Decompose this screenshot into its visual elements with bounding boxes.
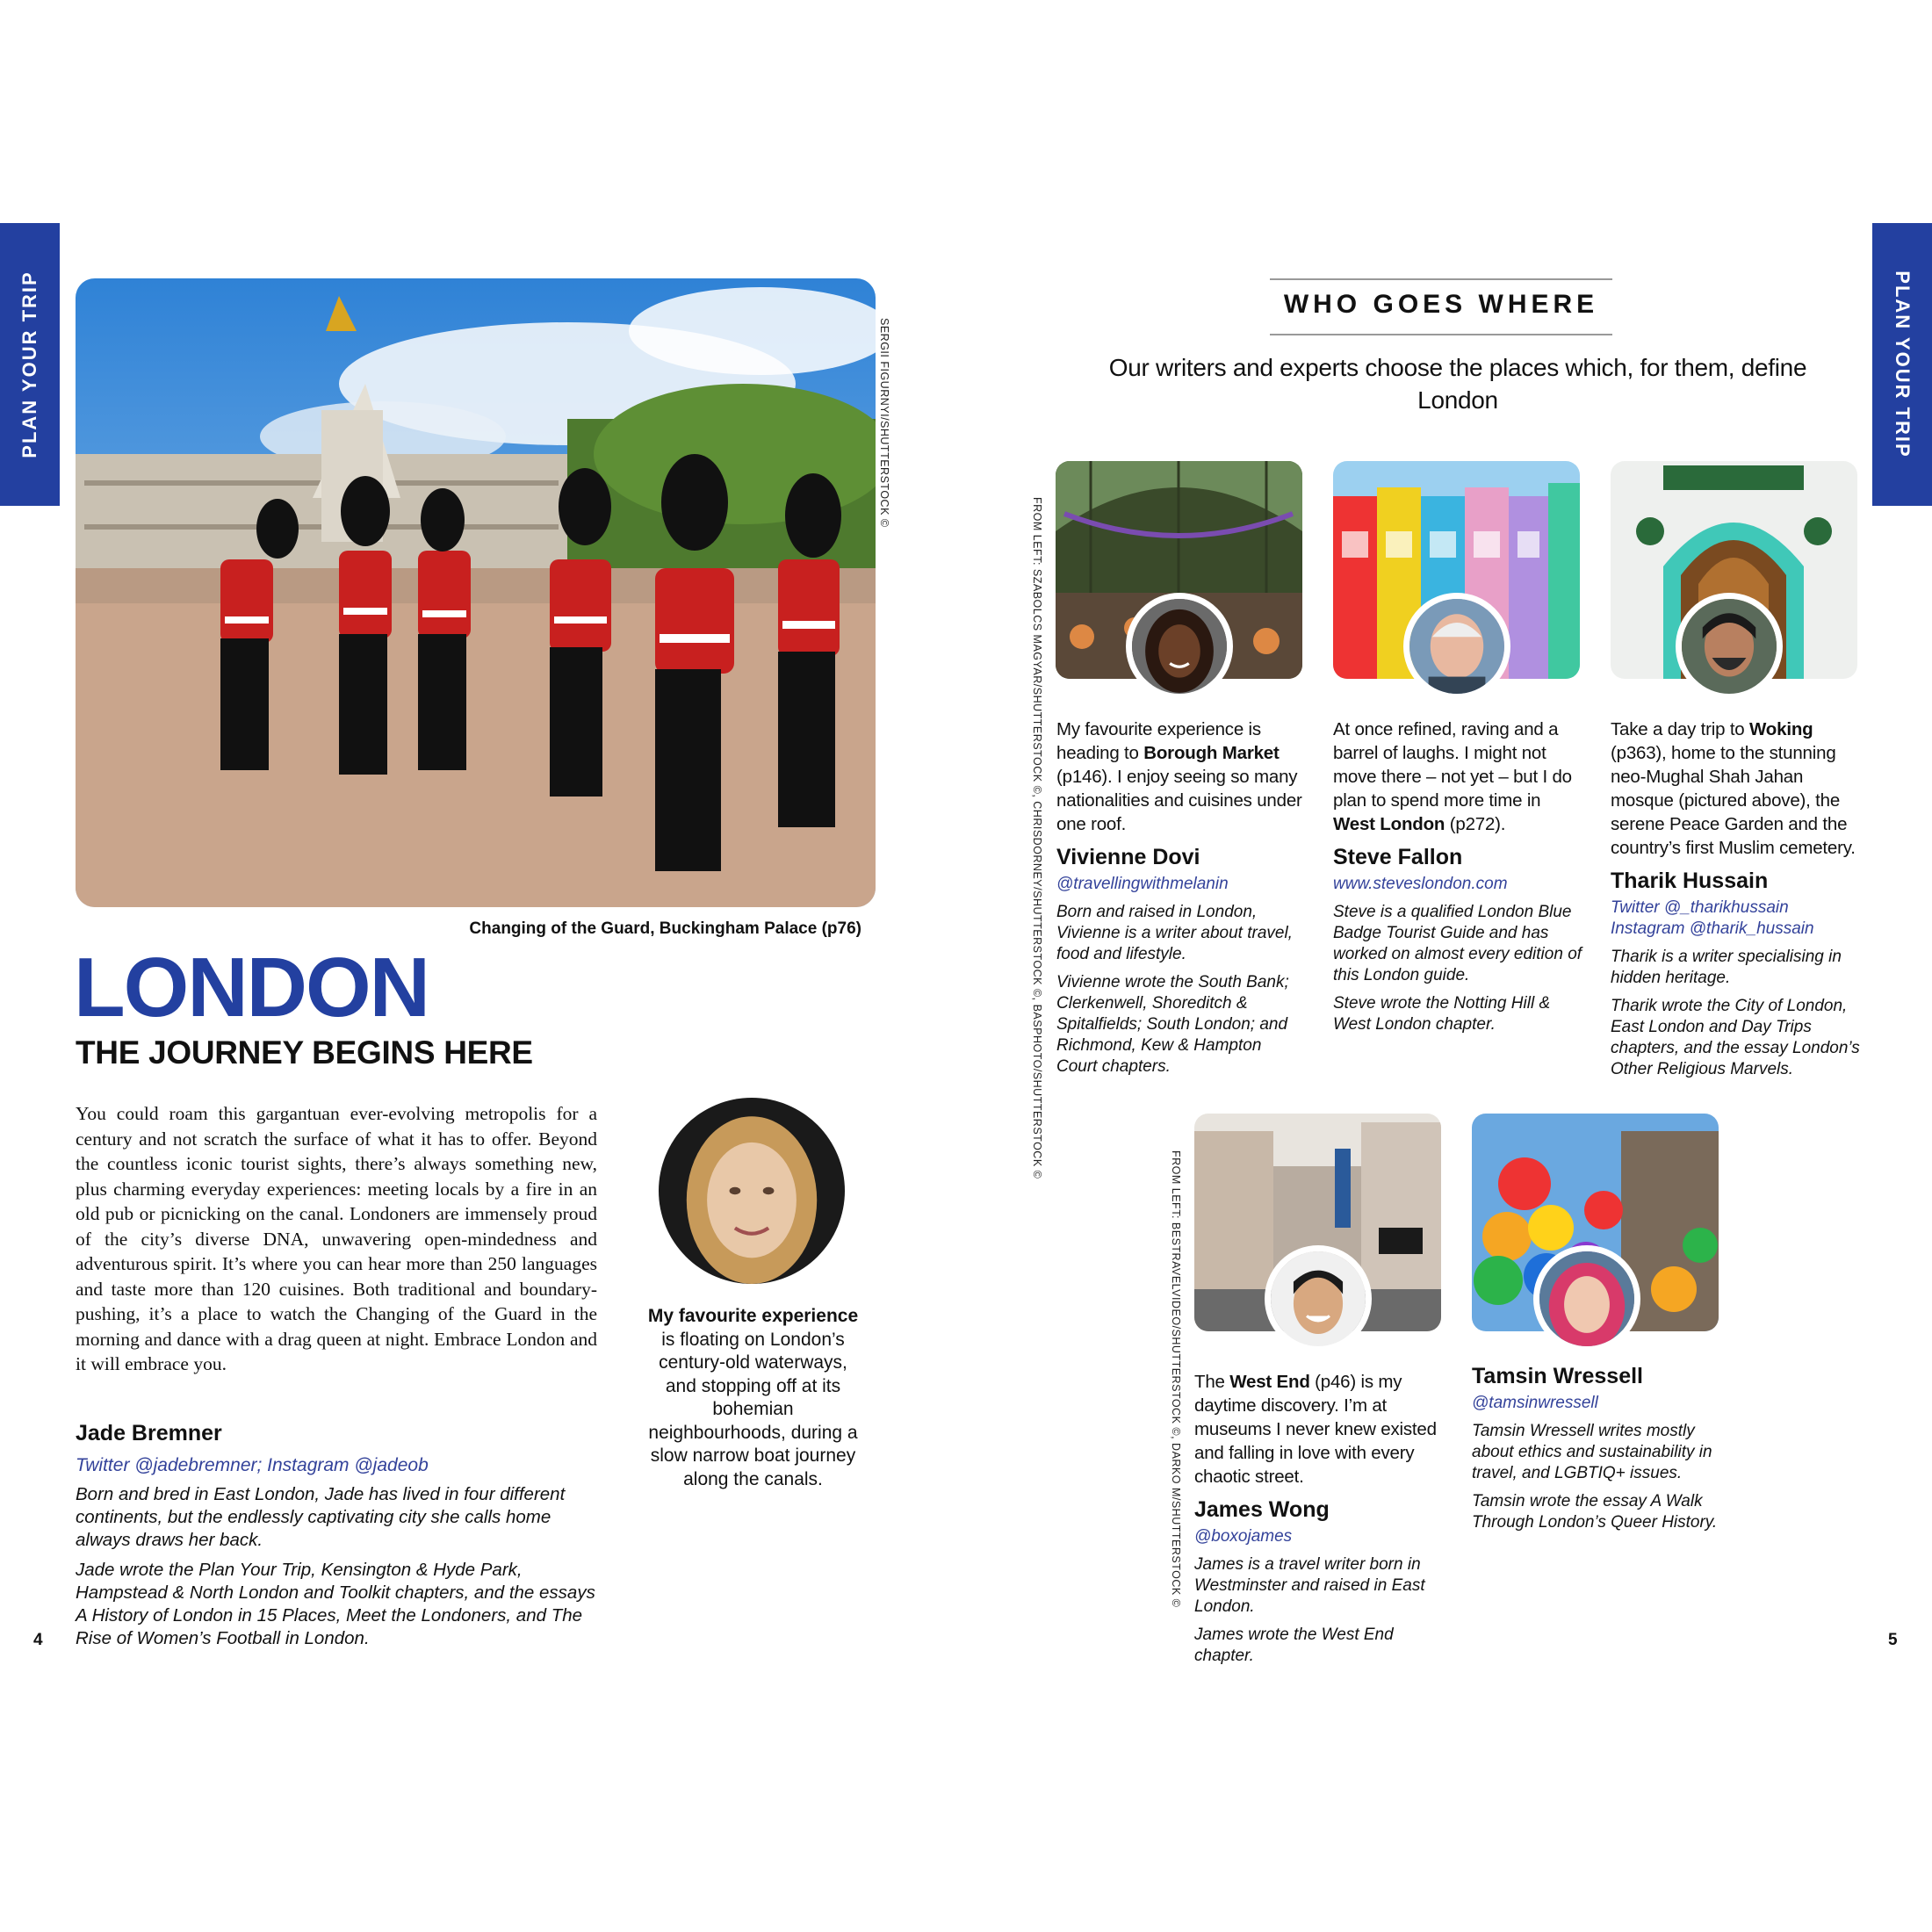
plan-your-trip-tab-left: PLAN YOUR TRIP xyxy=(0,223,60,506)
writer-wrote: Tharik wrote the City of London, East London and Day Trips chapters, and the essay London’s Other Religious Marvels. xyxy=(1611,997,1860,1078)
section-heading: WHO GOES WHERE xyxy=(1283,290,1599,319)
intro-paragraph: You could roam this gargantuan ever-evolving metropolis for a century and not scratch the surface of what it has to offer. Beyond the countless iconic tourist sights, there’s always something new, plus charming everyday experiences: meeting locals by a fire in an old pub or picnicking on the canal. Londoners are immensely proud of the city’s diverse DNA, unwavering open-mindedness and adventurous spirit. It’s where you can hear more than 250 languages and taste more than 120 cuisines. Both traditional and boundary-pushing, it’s a place to watch the Changing of the Guard in the morning and dance with a drag queen at night. Embrace London and it will embrace you. xyxy=(76,1103,597,1374)
writer-card-tharik xyxy=(1611,717,1865,1080)
writer-handle[interactable]: Twitter @_tharikhussain xyxy=(1611,898,1789,917)
section-subheading: Our writers and experts choose the places which, for them, define London xyxy=(1108,354,1807,414)
photo-credits-top: FROM LEFT: SZABOLCS MAGYAR/SHUTTERSTOCK ©, CHRISDORNEY/SHUTTERSTOCK ©, BASPHOTO/SHUTTERSTOCK © xyxy=(1031,497,1043,1179)
author-wrote: Jade wrote the Plan Your Trip, Kensington & Hyde Park, Hampstead & North London and Toolkit chapters, and the essays A History of London in 15 Places, Meet the Londoners, and The Rise of Women’s Football in London. xyxy=(76,1560,595,1648)
writer-handle[interactable]: @boxojames xyxy=(1194,1527,1293,1546)
writer-bio: James is a travel writer born in Westminster and raised in East London. xyxy=(1194,1555,1425,1616)
writer-card-tamsin xyxy=(1472,1364,1722,1533)
writer-name: Steve Fallon xyxy=(1333,845,1463,869)
writer-handle[interactable]: www.steveslondon.com xyxy=(1333,875,1508,893)
writer-quote: At once refined, raving and a barrel of laughs. I might not move there – not yet – but I do plan to spend more time in West London (p272). xyxy=(1333,719,1572,834)
author-name: Jade Bremner xyxy=(76,1421,222,1445)
page-number-right: 5 xyxy=(1888,1631,1898,1649)
writer-card-vivienne xyxy=(1056,717,1307,1078)
writer-name: Tharik Hussain xyxy=(1611,869,1769,893)
writer-name: James Wong xyxy=(1194,1497,1330,1522)
writer-quote: Take a day trip to Woking (p363), home to the stunning neo-Mughal Shah Jahan mosque (pictured above), the serene Peace Garden and the country’s first Muslim cemetery. xyxy=(1611,719,1856,858)
heading-rule-top xyxy=(1270,278,1612,280)
writer-handle[interactable]: @tamsinwressell xyxy=(1472,1394,1598,1412)
writer-quote: The West End (p46) is my daytime discovery. I’m at museums I never knew existed and falling in love with every chaotic street. xyxy=(1194,1372,1437,1487)
writer-bio: Steve is a qualified London Blue Badge Tourist Guide and has worked on almost every edition of this London guide. xyxy=(1333,903,1582,984)
hero-photo-credit: SERGII FIGURNYI/SHUTTERSTOCK © xyxy=(878,318,890,528)
author-handle[interactable]: Twitter @jadebremner; Instagram @jadeob xyxy=(76,1455,429,1475)
writer-wrote: Tamsin wrote the essay A Walk Through London’s Queer History. xyxy=(1472,1492,1718,1532)
writer-bio: Tharik is a writer specialising in hidden heritage. xyxy=(1611,948,1842,987)
writer-name: Tamsin Wressell xyxy=(1472,1364,1643,1388)
plan-your-trip-tab-right: PLAN YOUR TRIP xyxy=(1872,223,1932,506)
jade-favourite-quote: My favourite experience is floating on London’s century-old waterways, and stopping off at its bohemian neighbourhoods, during a slow narrow boat journey along the canals. xyxy=(647,1306,859,1489)
writer-quote: My favourite experience is heading to Borough Market (p146). I enjoy seeing so many nationalities and cuisines under one roof. xyxy=(1056,719,1302,834)
page-number-left: 4 xyxy=(33,1631,43,1649)
writer-wrote: Vivienne wrote the South Bank; Clerkenwell, Shoreditch & Spitalfields; South London; and Richmond, Kew & Hampton Court chapters. xyxy=(1056,973,1289,1076)
author-block xyxy=(76,1421,602,1650)
writer-bio: Born and raised in London, Vivienne is a writer about travel, food and lifestyle. xyxy=(1056,903,1293,963)
page-title: LONDON xyxy=(74,941,429,1034)
writer-card-steve xyxy=(1333,717,1583,1035)
writer-wrote: James wrote the West End chapter. xyxy=(1194,1626,1394,1665)
writer-wrote: Steve wrote the Notting Hill & West London chapter. xyxy=(1333,994,1551,1034)
writer-name: Vivienne Dovi xyxy=(1056,845,1200,869)
writer-handle[interactable]: @travellingwithmelanin xyxy=(1056,875,1229,893)
hero-caption: Changing of the Guard, Buckingham Palace (p76) xyxy=(469,919,861,938)
james-wong-avatar xyxy=(1265,1245,1372,1352)
hero-photo-changing-of-the-guard xyxy=(76,278,876,907)
page-subtitle: THE JOURNEY BEGINS HERE xyxy=(76,1034,533,1071)
writer-bio: Tamsin Wressell writes mostly about ethics and sustainability in travel, and LGBTIQ+ issues. xyxy=(1472,1422,1712,1482)
author-bio: Born and bred in East London, Jade has lived in four different continents, but the endlessly captivating city she calls home always draws her back. xyxy=(76,1484,566,1550)
steve-fallon-avatar xyxy=(1403,593,1510,700)
writer-card-james xyxy=(1194,1370,1445,1667)
writer-handle-instagram[interactable]: Instagram @tharik_hussain xyxy=(1611,919,1814,938)
tharik-hussain-avatar xyxy=(1676,593,1783,700)
vivienne-dovi-avatar xyxy=(1126,593,1233,700)
jade-bremner-avatar xyxy=(659,1098,845,1284)
photo-credits-bottom: FROM LEFT: BESTRAVELVIDEO/SHUTTERSTOCK ©, DARKO M/SHUTTERSTOCK © xyxy=(1170,1150,1182,1608)
heading-rule-bottom xyxy=(1270,334,1612,335)
tamsin-wressell-avatar xyxy=(1533,1245,1640,1352)
